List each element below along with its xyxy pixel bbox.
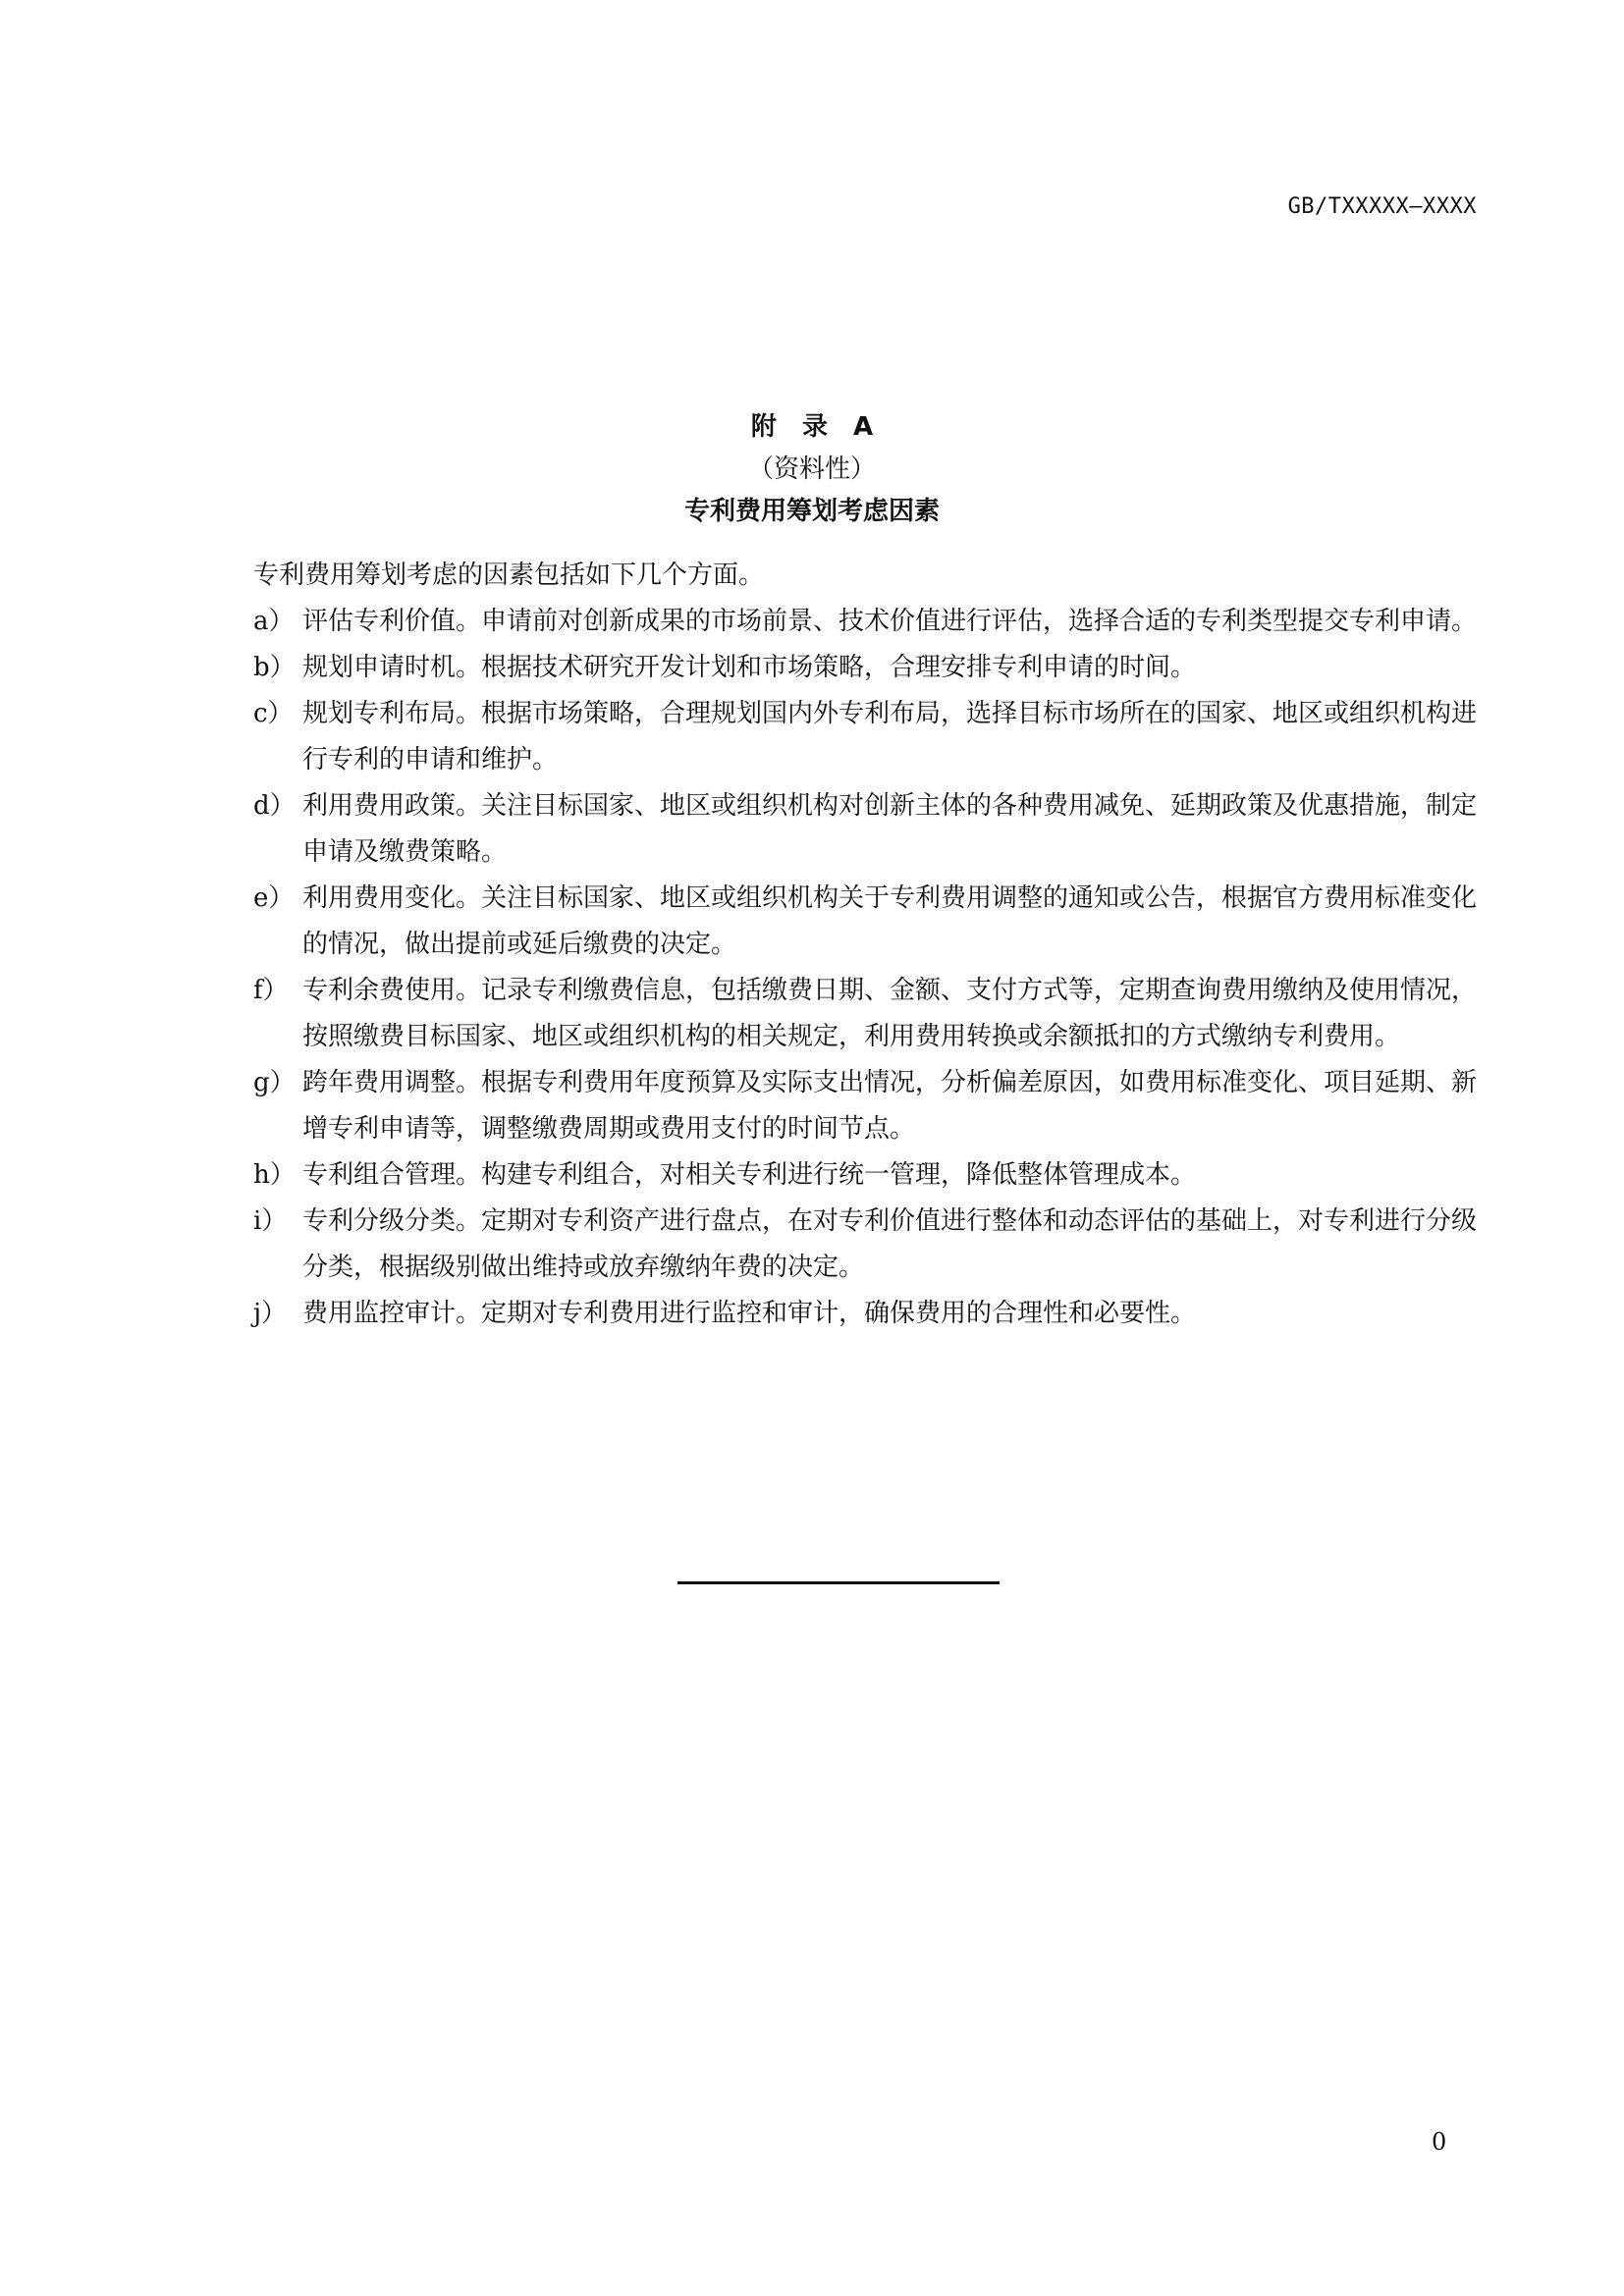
list-item-marker: j） — [253, 1299, 288, 1328]
list-item-text: 利用费用政策。关注目标国家、地区或组织机构对创新主体的各种费用减免、延期政策及优惠措施，制定申请及缴费策略。 — [302, 791, 1478, 867]
list-item — [253, 1199, 1481, 1291]
list-item — [253, 645, 1481, 691]
list-item-marker: i） — [253, 1206, 288, 1236]
end-of-annex-rule — [677, 1581, 1000, 1584]
factor-list — [253, 599, 1481, 1337]
list-item-text: 评估专利价值。申请前对创新成果的市场前景、技术价值进行评估，选择合适的专利类型提交专利申请。 — [302, 607, 1478, 636]
list-item — [253, 691, 1481, 783]
list-item — [253, 1291, 1481, 1337]
list-item-text: 利用费用变化。关注目标国家、地区或组织机构关于专利费用调整的通知或公告，根据官方费用标准变化的情况，做出提前或延后缴费的决定。 — [302, 883, 1478, 959]
list-item-marker: d） — [253, 791, 296, 821]
list-item-marker: e） — [253, 883, 295, 913]
intro-paragraph: 专利费用筹划考虑的因素包括如下几个方面。 — [253, 561, 765, 590]
list-item-text: 跨年费用调整。根据专利费用年度预算及实际支出情况，分析偏差原因，如费用标准变化、项目延期、新增专利申请等，调整缴费周期或费用支付的时间节点。 — [302, 1068, 1478, 1144]
annex-label-part: 录 — [801, 412, 828, 442]
list-item — [253, 1152, 1481, 1199]
annex-label-part: A — [852, 412, 874, 442]
list-item — [253, 968, 1481, 1060]
document-code: GB/TXXXXX—XXXX — [1287, 194, 1477, 219]
list-item-text: 专利余费使用。记录专利缴费信息，包括缴费日期、金额、支付方式等，定期查询费用缴纳及使用情况，按照缴费目标国家、地区或组织机构的相关规定，利用费用转换或余额抵扣的方式缴纳专利费用。 — [302, 976, 1478, 1051]
list-item-text: 专利组合管理。构建专利组合，对相关专利进行统一管理，降低整体管理成本。 — [302, 1160, 1197, 1190]
list-item-marker: h） — [253, 1160, 296, 1190]
list-item-text: 专利分级分类。定期对专利资产进行盘点，在对专利价值进行整体和动态评估的基础上，对专利进行分级分类，根据级别做出维持或放弃缴纳年费的决定。 — [302, 1206, 1478, 1282]
annex-label — [0, 412, 1624, 442]
annex-label-part: 附 — [750, 412, 777, 442]
annex-body — [253, 553, 1481, 1337]
list-item — [253, 599, 1481, 645]
list-item-marker: g） — [253, 1068, 296, 1097]
annex-nature: （资料性） — [747, 454, 876, 484]
list-item — [253, 876, 1481, 968]
list-item — [253, 783, 1481, 876]
annex-title: 专利费用筹划考虑因素 — [683, 497, 940, 526]
list-item-marker: f） — [253, 976, 289, 1005]
list-item-text: 规划申请时机。根据技术研究开发计划和市场策略，合理安排专利申请的时间。 — [302, 653, 1197, 682]
list-item-text: 费用监控审计。定期对专利费用进行监控和审计，确保费用的合理性和必要性。 — [302, 1299, 1197, 1328]
page-number: 0 — [1432, 2128, 1447, 2156]
list-item-text: 规划专利布局。根据市场策略，合理规划国内外专利布局，选择目标市场所在的国家、地区或组织机构进行专利的申请和维护。 — [302, 699, 1478, 774]
list-item-marker: c） — [253, 699, 294, 728]
list-item-marker: b） — [253, 653, 296, 682]
list-item — [253, 1060, 1481, 1152]
list-item-marker: a） — [253, 607, 295, 636]
